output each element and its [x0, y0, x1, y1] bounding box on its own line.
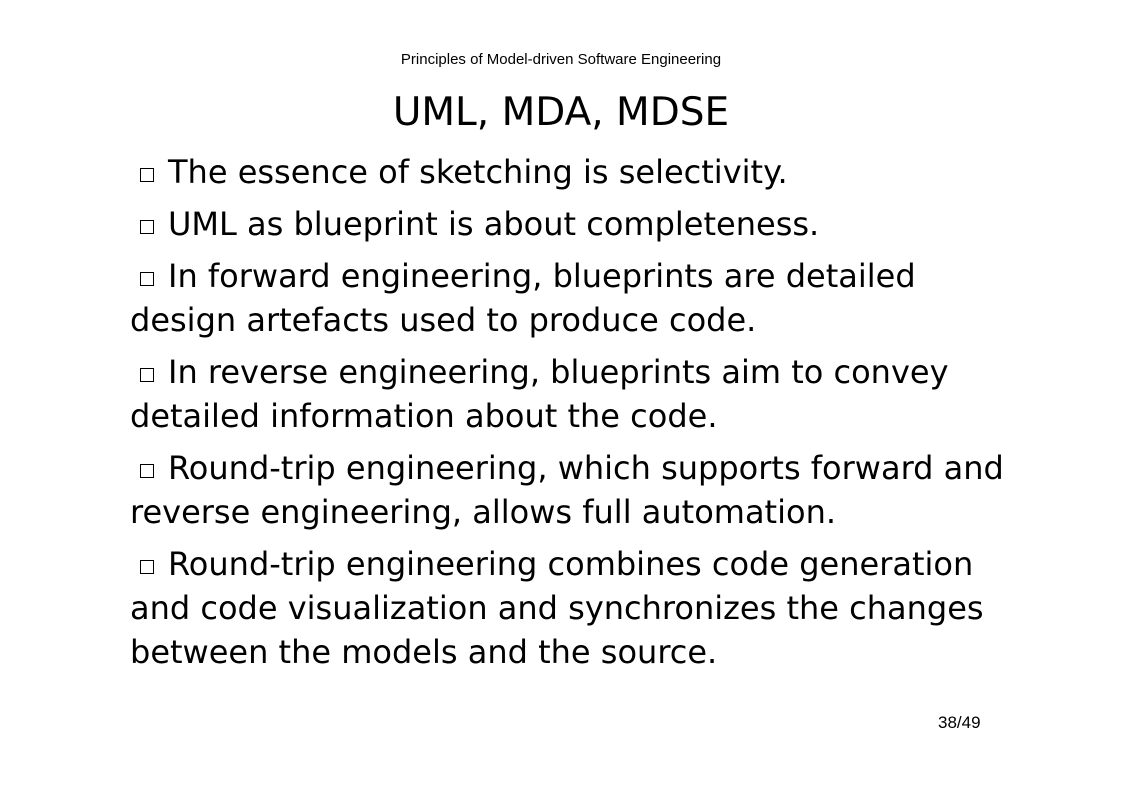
- square-bullet-icon: [140, 464, 154, 478]
- square-bullet-icon: [140, 272, 154, 286]
- square-bullet-icon: [140, 368, 154, 382]
- bullet-text: In reverse engineering, blueprints aim to convey detailed information about the code.: [130, 353, 949, 435]
- page-number: 38/49: [938, 713, 981, 732]
- bullet-text: Round-trip engineering combines code generation and code visualization and synchronizes the changes between the models and the source.: [130, 545, 984, 671]
- bullet-text: UML as blueprint is about completeness.: [168, 205, 820, 243]
- bullet-text: Round-trip engineering, which supports forward and reverse engineering, allows full automation.: [130, 449, 1004, 531]
- square-bullet-icon: [140, 168, 154, 182]
- bullet-item: [130, 350, 1010, 438]
- bullet-item: [130, 542, 1010, 674]
- bullet-text: In forward engineering, blueprints are detailed design artefacts used to produce code.: [130, 257, 916, 339]
- square-bullet-icon: [140, 560, 154, 574]
- bullet-item: [130, 150, 1010, 194]
- bullet-item: [130, 254, 1010, 342]
- slide-title: UML, MDA, MDSE: [392, 90, 730, 135]
- slide-header: Principles of Model-driven Software Engineering: [400, 51, 722, 68]
- bullet-list: [130, 150, 1010, 682]
- bullet-item: [130, 202, 1010, 246]
- bullet-item: [130, 446, 1010, 534]
- square-bullet-icon: [140, 220, 154, 234]
- bullet-text: The essence of sketching is selectivity.: [168, 153, 788, 191]
